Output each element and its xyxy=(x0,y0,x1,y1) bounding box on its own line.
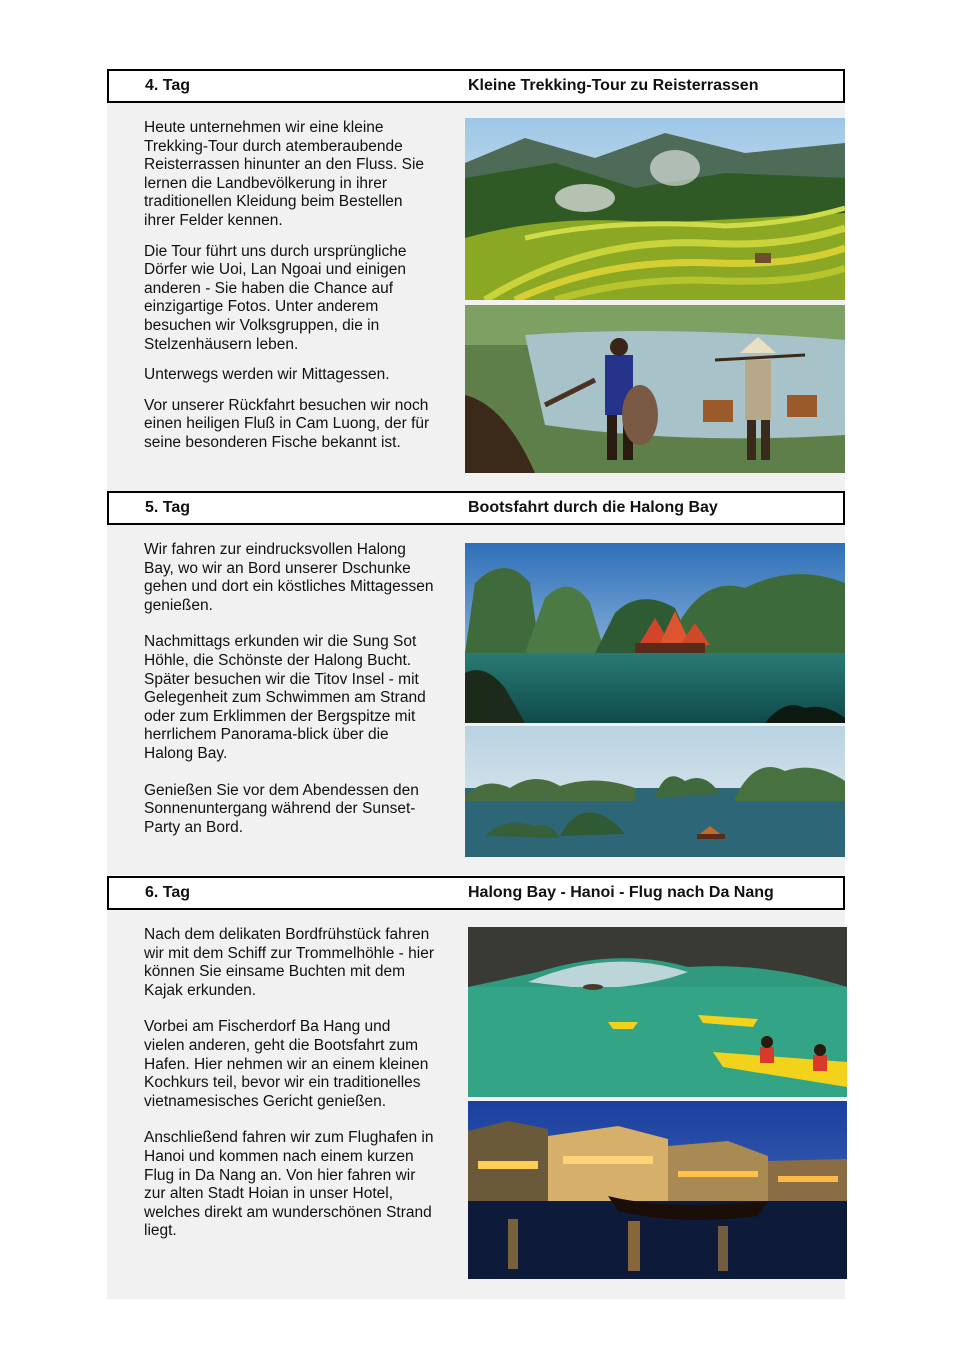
kayak-cave-photo xyxy=(468,927,847,1097)
paragraph: Genießen Sie vor dem Abendessen den Sonnenuntergang während der Sunset-Party an Bord. xyxy=(144,781,419,836)
paragraph: Vor unserer Rückfahrt besuchen wir noch einen heiligen Fluß in Cam Luong, der für seine besonderen Fische bekannt ist. xyxy=(144,396,430,451)
day-title: Halong Bay - Hanoi - Flug nach Da Nang xyxy=(468,884,774,901)
paragraph: Anschließend fahren wir zum Flughafen in Hanoi und kommen nach einem kurzen Flug in Da Nang an. Von hier fahren wir zur alten Stadt Hoian in unser Hotel, welches direkt am wunderschönen Strand liegt. xyxy=(144,1129,434,1240)
day-label: 6. Tag xyxy=(145,884,191,901)
day-header xyxy=(107,491,845,525)
day-title: Bootsfahrt durch die Halong Bay xyxy=(468,499,718,516)
day-description xyxy=(144,119,434,453)
paragraph: Nachmittags erkunden wir die Sung Sot Höhle, die Schönste der Halong Bucht. Später besuchen wir die Titov Insel - mit Gelegenheit zum Schwimmen am Strand oder zum Erklimmen der Bergspitze mit herrlichem Panorama-blick über die Halong Bay. xyxy=(144,633,426,762)
day-description xyxy=(144,541,434,837)
farmers-river-photo xyxy=(465,305,845,473)
rice-terraces-photo xyxy=(465,118,845,300)
paragraph: Heute unternehmen wir eine kleine Trekking-Tour durch atemberaubende Reisterrassen hinunter an den Fluss. Sie lernen die Landbevölkerung in ihrer traditionellen Kleidung beim Bestellen ihrer Felder kennen. xyxy=(144,119,425,229)
day-description xyxy=(144,926,434,1241)
paragraph: Unterwegs werden wir Mittagessen. xyxy=(144,366,390,384)
paragraph: Nach dem delikaten Bordfrühstück fahren wir mit dem Schiff zur Trommelhöhle - hier können Sie einsame Buchten mit dem Kajak erkunden. xyxy=(144,926,434,999)
day-title: Kleine Trekking-Tour zu Reisterrassen xyxy=(468,77,759,94)
paragraph: Vorbei am Fischerdorf Ba Hang und vielen anderen, geht die Bootsfahrt zum Hafen. Hier nehmen wir an einem kleinen Kochkurs teil, bevor wir ein traditionelles vietnamesisches Gericht genießen. xyxy=(144,1018,429,1110)
hoian-night-photo xyxy=(468,1101,847,1279)
day-header xyxy=(107,876,845,910)
paragraph: Wir fahren zur eindrucksvollen Halong Bay, wo wir an Bord unserer Dschunke gehen und dort ein köstliches Mittagessen genießen. xyxy=(144,541,434,614)
paragraph: Die Tour führt uns durch ursprüngliche Dörfer wie Uoi, Lan Ngoai und einigen anderen - Sie haben die Chance auf einzigartige Fotos. Unter anderem besuchen wir Volksgruppen, die in Stelzenhäusern leben. xyxy=(144,242,407,353)
day-label: 5. Tag xyxy=(145,499,191,516)
halong-junk-photo xyxy=(465,543,845,723)
day-label: 4. Tag xyxy=(145,77,191,94)
halong-bay-islands-photo xyxy=(465,726,845,857)
day-header xyxy=(107,69,845,103)
